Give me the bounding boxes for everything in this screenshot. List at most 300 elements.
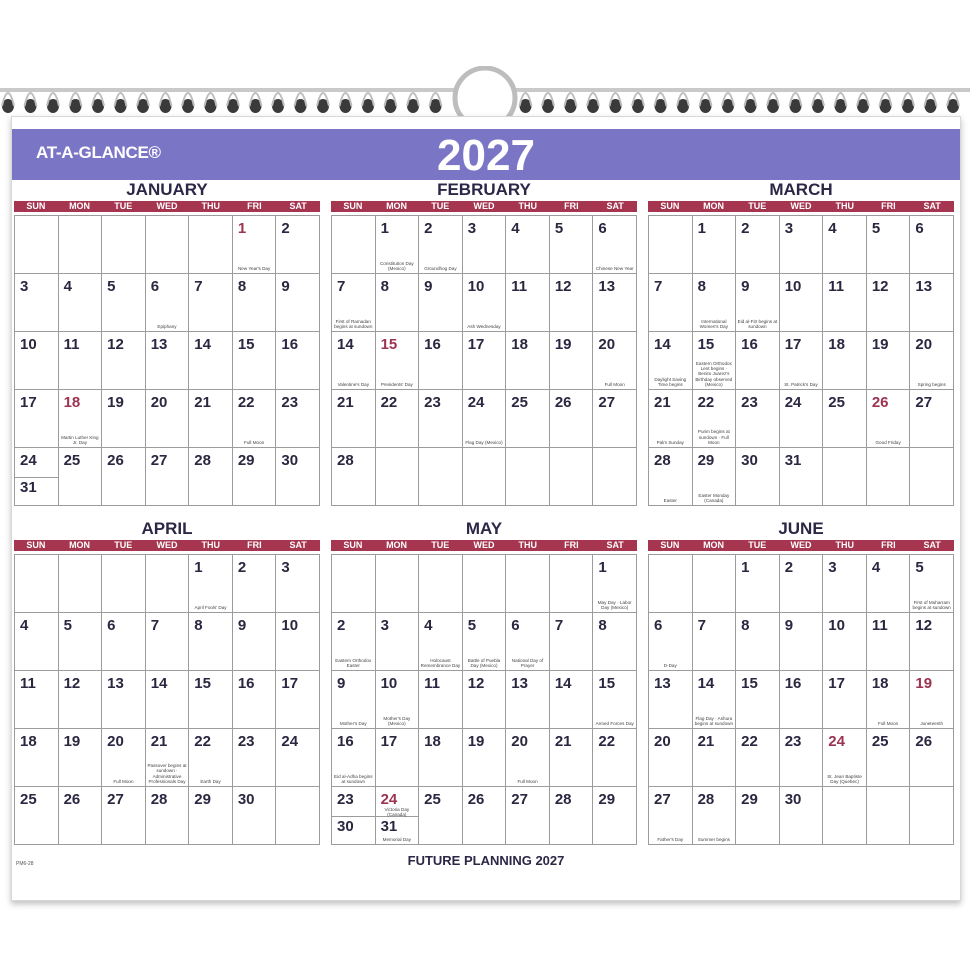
event-label: Battle of Puebla Day (Mexico) — [467, 657, 501, 668]
day-cell[interactable] — [506, 613, 550, 671]
day-cell[interactable] — [276, 613, 320, 671]
day-cell[interactable] — [376, 216, 420, 274]
day-cell[interactable] — [332, 613, 376, 671]
day-grid — [14, 554, 320, 845]
month-name: FEBRUARY — [437, 180, 531, 199]
day-cell[interactable] — [146, 332, 190, 390]
weekday-header — [14, 201, 320, 212]
day-cell[interactable] — [867, 671, 911, 729]
day-cell[interactable] — [376, 787, 420, 845]
day-cell[interactable] — [233, 448, 277, 506]
day-number: 11 — [871, 617, 888, 634]
day-cell[interactable] — [593, 787, 637, 845]
day-number: 23 — [337, 791, 354, 808]
day-cell[interactable] — [102, 613, 146, 671]
day-cell[interactable] — [189, 729, 233, 787]
day-cell[interactable] — [867, 613, 911, 671]
month-february — [331, 179, 637, 506]
day-cell[interactable] — [59, 787, 103, 845]
day-cell[interactable] — [463, 332, 507, 390]
day-cell[interactable] — [15, 332, 59, 390]
day-number: 8 — [380, 278, 389, 295]
day-number: 11 — [828, 278, 845, 295]
day-cell[interactable] — [910, 216, 954, 274]
event-label: First of Ramadan begins at sundown — [334, 318, 373, 329]
day-number: 29 — [741, 791, 758, 808]
day-cell[interactable] — [102, 671, 146, 729]
day-cell[interactable] — [15, 216, 59, 274]
day-cell[interactable] — [419, 274, 463, 332]
day-number: 12 — [871, 278, 889, 295]
weekday-label: TUE — [114, 201, 133, 211]
day-cell[interactable] — [910, 787, 954, 845]
day-cell[interactable] — [736, 216, 780, 274]
day-cell[interactable] — [189, 787, 233, 845]
day-number: 20 — [107, 733, 124, 750]
day-cell[interactable] — [102, 555, 146, 613]
day-cell[interactable] — [463, 729, 507, 787]
day-number: 30 — [741, 452, 758, 469]
day-cell[interactable] — [463, 390, 507, 448]
day-number: 25 — [828, 394, 845, 411]
day-cell[interactable] — [780, 448, 824, 506]
day-cell[interactable] — [780, 671, 824, 729]
day-cell[interactable] — [419, 613, 463, 671]
day-cell[interactable] — [332, 274, 376, 332]
event-label: Earth Day — [200, 778, 221, 784]
weekday-label: FRI — [564, 540, 579, 550]
day-cell[interactable] — [867, 787, 911, 845]
day-cell[interactable] — [910, 613, 954, 671]
calendar-page — [11, 116, 961, 901]
day-cell[interactable] — [189, 448, 233, 506]
day-cell[interactable] — [823, 671, 867, 729]
day-cell[interactable] — [276, 555, 320, 613]
day-cell[interactable] — [780, 390, 824, 448]
day-number: 26 — [915, 733, 933, 750]
calendar-year: 2027 — [437, 131, 535, 180]
day-cell[interactable] — [376, 729, 420, 787]
day-cell[interactable] — [649, 390, 693, 448]
day-cell[interactable] — [419, 448, 463, 506]
day-cell[interactable] — [693, 448, 737, 506]
day-cell[interactable] — [189, 216, 233, 274]
day-cell[interactable] — [693, 216, 737, 274]
day-cell[interactable] — [867, 390, 911, 448]
day-cell[interactable] — [593, 274, 637, 332]
day-cell[interactable] — [593, 390, 637, 448]
day-cell[interactable] — [59, 555, 103, 613]
day-cell[interactable] — [910, 390, 954, 448]
day-number: 12 — [63, 675, 81, 692]
day-cell[interactable] — [736, 390, 780, 448]
day-cell[interactable] — [693, 332, 737, 390]
event-label: Good Friday — [875, 439, 901, 445]
event-label: Eastern Orthodox Easter — [335, 657, 372, 668]
day-number: 26 — [63, 791, 81, 808]
day-cell[interactable] — [276, 216, 320, 274]
day-cell[interactable] — [189, 555, 233, 613]
day-cell[interactable] — [59, 613, 103, 671]
day-cell[interactable] — [593, 332, 637, 390]
day-cell[interactable] — [780, 332, 824, 390]
day-cell[interactable] — [276, 729, 320, 787]
day-cell[interactable] — [332, 332, 376, 390]
day-cell[interactable] — [506, 274, 550, 332]
day-cell[interactable] — [102, 332, 146, 390]
day-cell[interactable] — [693, 274, 737, 332]
day-cell[interactable] — [419, 729, 463, 787]
day-cell[interactable] — [376, 390, 420, 448]
day-cell[interactable] — [15, 274, 59, 332]
day-cell[interactable] — [693, 613, 737, 671]
day-number: 14 — [654, 336, 671, 353]
day-cell[interactable] — [15, 390, 59, 448]
day-cell[interactable] — [736, 613, 780, 671]
day-cell[interactable] — [189, 390, 233, 448]
day-cell[interactable] — [867, 332, 911, 390]
day-cell[interactable] — [550, 390, 594, 448]
day-cell[interactable] — [276, 787, 320, 845]
day-cell[interactable] — [649, 274, 693, 332]
day-cell[interactable] — [506, 729, 550, 787]
day-cell[interactable] — [823, 555, 867, 613]
day-cell[interactable] — [276, 390, 320, 448]
day-cell[interactable] — [276, 671, 320, 729]
day-cell[interactable] — [146, 729, 190, 787]
day-cell[interactable] — [59, 332, 103, 390]
day-cell[interactable] — [823, 729, 867, 787]
day-cell[interactable] — [506, 390, 550, 448]
day-cell[interactable] — [593, 555, 637, 613]
day-cell[interactable] — [146, 448, 190, 506]
day-number: 20 — [598, 336, 616, 353]
day-cell[interactable] — [276, 448, 320, 506]
event-label: Chinese New Year — [595, 265, 634, 271]
day-cell[interactable] — [102, 787, 146, 845]
day-cell[interactable] — [736, 332, 780, 390]
day-cell[interactable] — [332, 787, 376, 845]
weekday-header — [648, 201, 954, 212]
day-number: 5 — [107, 278, 116, 295]
day-cell[interactable] — [550, 613, 594, 671]
day-number: 7 — [654, 278, 663, 295]
day-cell[interactable] — [463, 787, 507, 845]
weekday-label: FRI — [247, 201, 262, 211]
day-cell[interactable] — [102, 390, 146, 448]
day-number: 2 — [741, 220, 750, 237]
day-cell[interactable] — [463, 613, 507, 671]
day-number: 3 — [467, 220, 477, 237]
day-cell[interactable] — [867, 216, 911, 274]
footer-title: FUTURE PLANNING 2027 — [407, 853, 565, 868]
day-cell[interactable] — [419, 555, 463, 613]
day-number: 17 — [467, 336, 485, 353]
day-cell[interactable] — [736, 555, 780, 613]
day-cell[interactable] — [823, 613, 867, 671]
day-cell[interactable] — [823, 216, 867, 274]
day-cell[interactable] — [780, 787, 824, 845]
day-cell[interactable] — [59, 216, 103, 274]
day-cell[interactable] — [736, 274, 780, 332]
weekday-label: SAT — [606, 540, 624, 550]
day-cell[interactable] — [419, 787, 463, 845]
day-cell[interactable] — [419, 216, 463, 274]
day-cell[interactable] — [506, 216, 550, 274]
day-cell[interactable] — [823, 274, 867, 332]
day-cell[interactable] — [146, 390, 190, 448]
day-cell[interactable] — [233, 274, 277, 332]
weekday-label: SAT — [289, 540, 307, 550]
day-cell[interactable] — [189, 613, 233, 671]
day-number: 18 — [511, 336, 528, 353]
day-number: 25 — [511, 394, 528, 411]
day-cell[interactable] — [593, 448, 637, 506]
weekday-header — [648, 540, 954, 551]
day-cell[interactable] — [649, 613, 693, 671]
month-january — [14, 179, 320, 506]
day-cell[interactable] — [693, 555, 737, 613]
day-cell[interactable] — [419, 390, 463, 448]
day-cell[interactable] — [189, 274, 233, 332]
day-cell[interactable] — [550, 332, 594, 390]
day-cell[interactable] — [276, 274, 320, 332]
day-cell[interactable] — [463, 671, 507, 729]
event-label: Eastern Orthodox Lent begins · Benito Juarez's Birthday observed (Mexico) — [695, 360, 733, 387]
day-cell[interactable] — [693, 671, 737, 729]
event-label: Passover begins at sundown · Administrative Professionals Day — [147, 763, 187, 784]
day-cell[interactable] — [233, 332, 277, 390]
day-cell[interactable] — [550, 448, 594, 506]
day-cell[interactable] — [910, 274, 954, 332]
day-cell[interactable] — [233, 216, 277, 274]
day-cell[interactable] — [376, 332, 420, 390]
weekday-label: SUN — [660, 540, 680, 550]
day-cell[interactable] — [146, 274, 190, 332]
weekday-header — [331, 201, 637, 212]
day-number: 31 — [784, 452, 802, 469]
day-number: 19 — [467, 733, 485, 750]
day-cell[interactable] — [332, 216, 376, 274]
day-cell[interactable] — [910, 448, 954, 506]
day-cell[interactable] — [823, 448, 867, 506]
day-cell[interactable] — [780, 613, 824, 671]
day-cell[interactable] — [419, 671, 463, 729]
event-label: Eid al-Adha begins at sundown — [334, 773, 373, 784]
weekday-label: TUE — [431, 540, 450, 550]
day-cell[interactable] — [910, 729, 954, 787]
day-cell[interactable] — [146, 671, 190, 729]
day-number: 14 — [337, 336, 354, 353]
day-cell[interactable] — [332, 555, 376, 613]
day-cell[interactable] — [593, 671, 637, 729]
day-number: 27 — [511, 791, 528, 808]
day-cell[interactable] — [593, 216, 637, 274]
weekday-label: TUE — [431, 201, 450, 211]
day-cell[interactable] — [693, 729, 737, 787]
day-number: 13 — [150, 336, 168, 353]
weekday-label: THU — [201, 540, 220, 550]
day-cell[interactable] — [506, 448, 550, 506]
day-cell[interactable] — [506, 787, 550, 845]
weekday-label: FRI — [247, 540, 262, 550]
day-cell[interactable] — [102, 729, 146, 787]
day-cell[interactable] — [593, 729, 637, 787]
day-cell[interactable] — [736, 448, 780, 506]
day-cell[interactable] — [332, 390, 376, 448]
day-cell[interactable] — [59, 448, 103, 506]
day-cell[interactable] — [102, 216, 146, 274]
day-cell[interactable] — [15, 671, 59, 729]
event-label: Armed Forces Day — [595, 720, 634, 726]
day-cell[interactable] — [233, 787, 277, 845]
day-cell[interactable] — [736, 787, 780, 845]
day-cell[interactable] — [867, 555, 911, 613]
day-cell[interactable] — [780, 216, 824, 274]
day-cell[interactable] — [15, 613, 59, 671]
day-cell[interactable] — [146, 216, 190, 274]
day-cell[interactable] — [463, 555, 507, 613]
day-cell[interactable] — [332, 729, 376, 787]
day-cell[interactable] — [910, 555, 954, 613]
day-number: 15 — [237, 336, 255, 353]
day-cell[interactable] — [823, 787, 867, 845]
weekday-label: TUE — [748, 201, 767, 211]
weekday-label: WED — [156, 201, 178, 211]
day-number: 13 — [511, 675, 528, 692]
day-cell[interactable] — [376, 671, 420, 729]
day-cell[interactable] — [823, 390, 867, 448]
day-cell[interactable] — [189, 332, 233, 390]
day-cell[interactable] — [780, 274, 824, 332]
day-number: 20 — [150, 394, 168, 411]
day-cell[interactable] — [15, 448, 59, 506]
hanging-hook — [455, 68, 515, 122]
day-number: 11 — [511, 278, 528, 295]
day-cell[interactable] — [910, 332, 954, 390]
day-number: 21 — [194, 394, 211, 411]
day-number: 6 — [107, 617, 116, 634]
day-cell[interactable] — [693, 390, 737, 448]
day-cell[interactable] — [15, 729, 59, 787]
day-cell[interactable] — [59, 729, 103, 787]
day-cell[interactable] — [146, 787, 190, 845]
day-cell[interactable] — [233, 390, 277, 448]
day-cell[interactable] — [376, 613, 420, 671]
day-cell[interactable] — [649, 332, 693, 390]
day-cell[interactable] — [506, 555, 550, 613]
day-cell[interactable] — [376, 555, 420, 613]
day-number: 10 — [380, 675, 398, 692]
day-cell[interactable] — [332, 671, 376, 729]
day-cell[interactable] — [233, 613, 277, 671]
day-number: 24 — [784, 394, 802, 411]
event-label: Palm Sunday — [656, 439, 684, 445]
day-cell[interactable] — [233, 729, 277, 787]
month-name: APRIL — [141, 519, 193, 538]
day-cell[interactable] — [649, 448, 693, 506]
day-cell[interactable] — [102, 274, 146, 332]
day-cell[interactable] — [550, 555, 594, 613]
day-number: 16 — [337, 733, 354, 750]
cell-divider — [332, 816, 375, 817]
day-cell[interactable] — [15, 787, 59, 845]
day-cell[interactable] — [867, 274, 911, 332]
day-number: 20 — [915, 336, 933, 353]
event-label: Purim begins at sundown · Full Moon — [697, 429, 730, 445]
day-number: 8 — [237, 278, 247, 295]
weekday-label: SUN — [26, 540, 46, 550]
day-number: 9 — [784, 617, 794, 634]
day-number: 14 — [554, 675, 572, 692]
day-cell[interactable] — [463, 448, 507, 506]
day-number: 23 — [237, 733, 255, 750]
day-cell[interactable] — [233, 555, 277, 613]
day-number: 26 — [871, 394, 889, 411]
day-cell[interactable] — [649, 729, 693, 787]
day-cell[interactable] — [550, 216, 594, 274]
day-cell[interactable] — [276, 332, 320, 390]
day-cell[interactable] — [867, 729, 911, 787]
day-cell[interactable] — [649, 216, 693, 274]
day-number: 26 — [467, 791, 485, 808]
event-label: Flag Day (Mexico) — [465, 439, 503, 445]
day-cell[interactable] — [146, 555, 190, 613]
day-cell[interactable] — [59, 274, 103, 332]
day-cell[interactable] — [59, 671, 103, 729]
day-cell[interactable] — [550, 787, 594, 845]
day-cell[interactable] — [736, 671, 780, 729]
day-cell[interactable] — [419, 332, 463, 390]
day-cell[interactable] — [332, 448, 376, 506]
day-cell[interactable] — [693, 787, 737, 845]
day-cell[interactable] — [146, 613, 190, 671]
day-grid — [648, 554, 954, 845]
day-cell[interactable] — [506, 671, 550, 729]
day-cell[interactable] — [780, 729, 824, 787]
day-number: 26 — [107, 452, 124, 469]
day-cell[interactable] — [823, 332, 867, 390]
day-cell[interactable] — [463, 274, 507, 332]
day-cell[interactable] — [506, 332, 550, 390]
day-cell[interactable] — [233, 671, 277, 729]
day-cell[interactable] — [463, 216, 507, 274]
day-cell[interactable] — [649, 787, 693, 845]
day-cell[interactable] — [189, 671, 233, 729]
day-number: 17 — [380, 733, 398, 750]
day-cell[interactable] — [376, 448, 420, 506]
day-cell[interactable] — [593, 613, 637, 671]
day-number: 8 — [741, 617, 750, 634]
day-cell[interactable] — [550, 671, 594, 729]
day-number: 1 — [697, 220, 706, 237]
day-cell[interactable] — [550, 274, 594, 332]
day-cell[interactable] — [736, 729, 780, 787]
day-number: 22 — [194, 733, 211, 750]
day-cell[interactable] — [867, 448, 911, 506]
day-cell[interactable] — [910, 671, 954, 729]
day-cell[interactable] — [550, 729, 594, 787]
day-number: 29 — [598, 791, 616, 808]
day-cell[interactable] — [15, 555, 59, 613]
day-cell[interactable] — [649, 671, 693, 729]
day-cell[interactable] — [376, 274, 420, 332]
day-cell[interactable] — [649, 555, 693, 613]
day-cell[interactable] — [780, 555, 824, 613]
day-cell[interactable] — [102, 448, 146, 506]
product-code: PM6-28 — [16, 861, 34, 867]
day-cell[interactable] — [59, 390, 103, 448]
